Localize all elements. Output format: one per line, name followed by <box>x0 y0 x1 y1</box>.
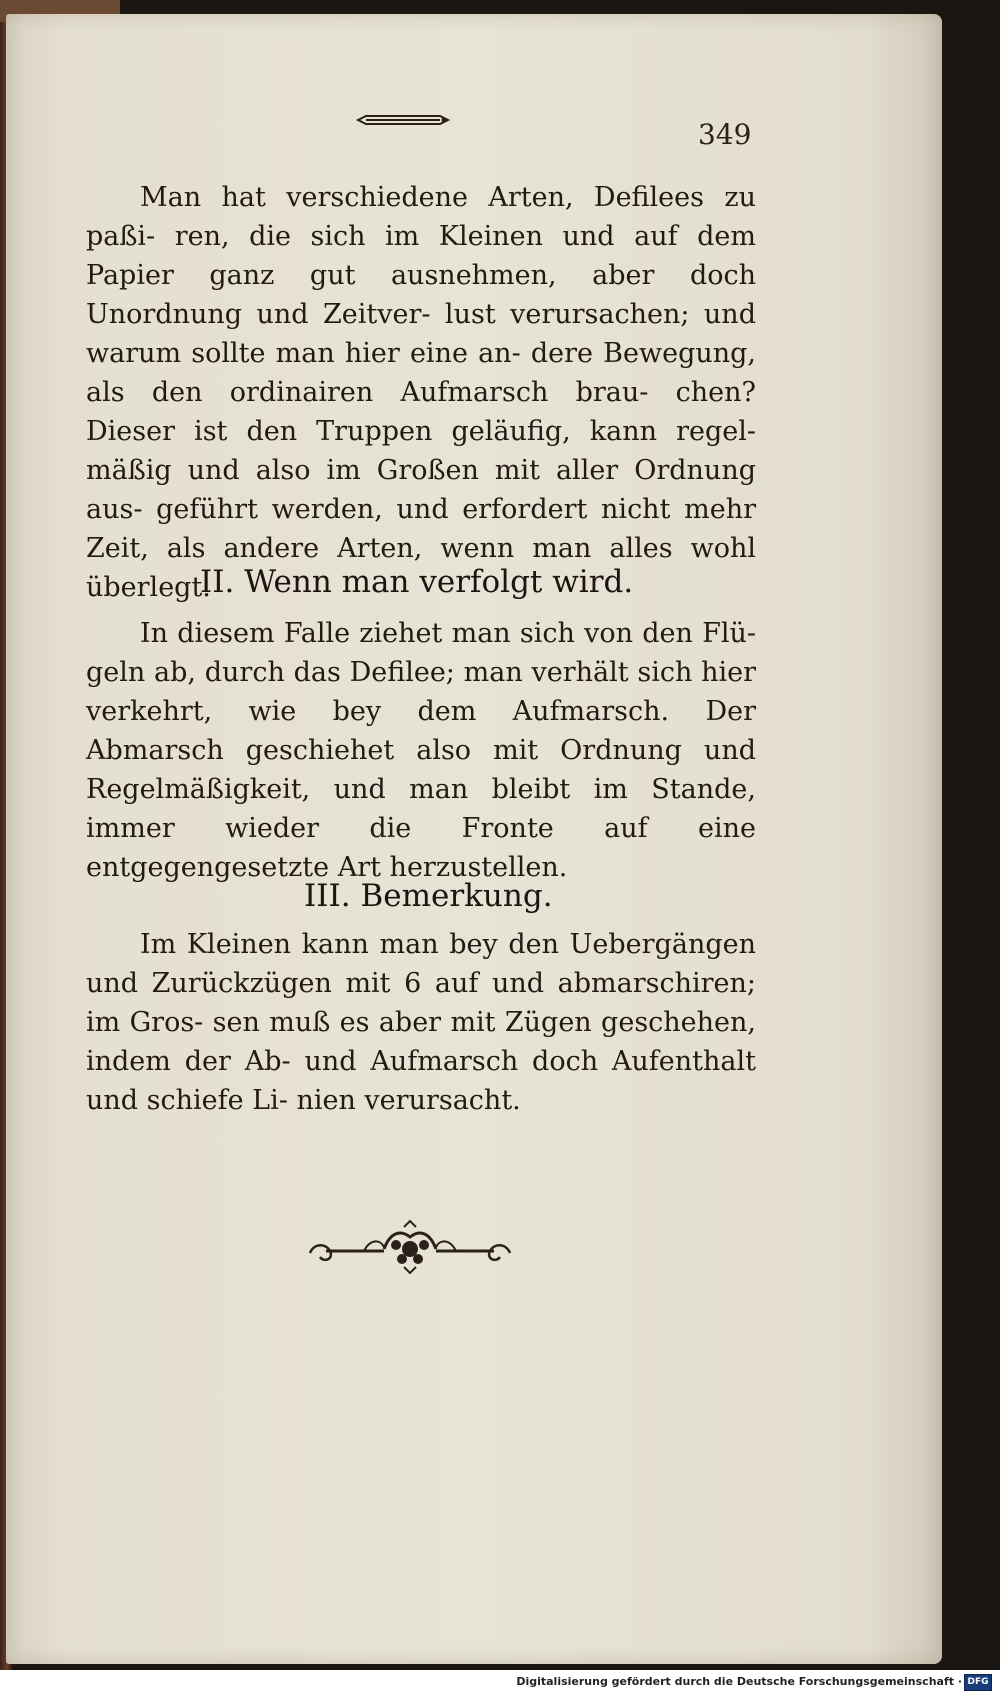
section-heading-pursuit: II. Wenn man verfolgt wird. <box>200 564 634 600</box>
footer-bar <box>0 1670 1000 1696</box>
page-number: 349 <box>698 118 752 151</box>
funding-credit: Digitalisierung gefördert durch die Deutsche Forschungsgemeinschaft · <box>516 1675 962 1688</box>
dfg-logo: DFG <box>964 1674 992 1691</box>
paragraph-defilee-passing: Man hat verschiedene Arten, Defilees zu paßi- ren, die sich im Kleinen und auf dem Papier ganz gut ausnehmen, aber doch Unordnung und Zeitver- lust verursachen; und warum sollte man hier eine an- dere Bewegung, als den ordinairen Aufmarsch brau- chen? Dieser ist den Truppen geläufig, kann regel- mäßig und also im Großen mit aller Ordnung aus- geführt werden, und erfordert nicht mehr Zeit, als andere Arten, wenn man alles wohl überlegt. <box>86 182 756 603</box>
section-heading-remark: III. Bemerkung. <box>304 878 553 914</box>
book-page <box>6 14 942 1664</box>
rule-ornament-icon <box>356 114 450 126</box>
paragraph-remark: Im Kleinen kann man bey den Uebergängen und Zurückzügen mit 6 auf und abmarschiren; im Gros- sen muß es aber mit Zügen geschehen, indem der Ab- und Aufmarsch doch Aufenthalt und schiefe Li- nien verursacht. <box>86 929 756 1116</box>
floral-vignette-icon <box>304 1219 516 1275</box>
paragraph-retreat: In diesem Falle ziehet man sich von den Flü- geln ab, durch das Defilee; man verhält sich hier verkehrt, wie bey dem Aufmarsch. Der Abmarsch geschiehet also mit Ordnung und Regelmäßigkeit, und man bleibt im Stande, immer wieder die Fronte auf eine entgegengesetzte Art herzustellen. <box>86 618 756 883</box>
